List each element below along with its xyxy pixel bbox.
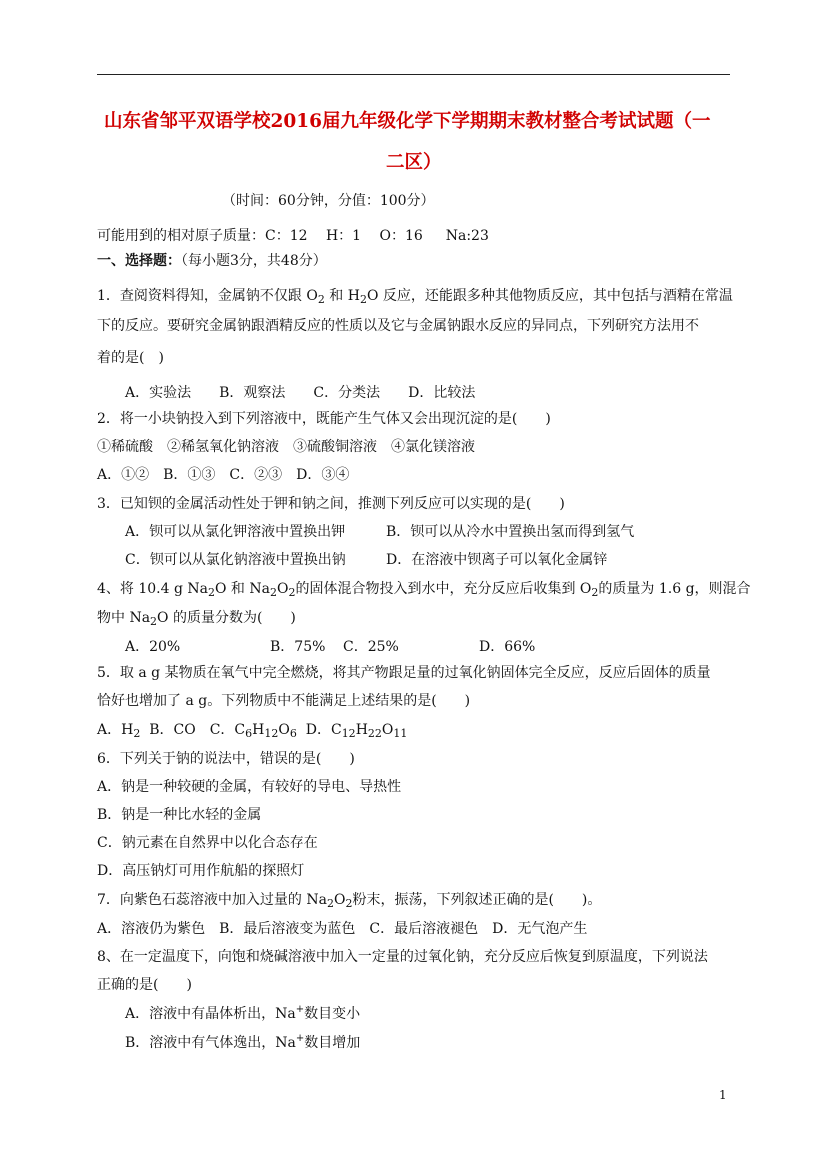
- q2-options: A．①② B．①③ C．②③ D．③④: [97, 467, 350, 483]
- q6-option-c: C．钠元素在自然界中以化合态存在: [97, 835, 318, 851]
- subscript: 2: [326, 897, 334, 910]
- q4-text-1: 4、将 10.4 g Na: [97, 581, 208, 597]
- q3-option-d: D．在溶液中钡离子可以氧化金属锌: [386, 552, 608, 568]
- q6-option-d: D．高压钠灯可用作航船的探照灯: [97, 863, 305, 879]
- header-rule: [97, 74, 730, 75]
- q3-option-c: C．钡可以从氯化钠溶液中置换出钠: [125, 552, 346, 568]
- subscript: 22: [367, 727, 382, 740]
- q7-stem: [97, 891, 601, 910]
- subscript: 2: [150, 615, 158, 628]
- subscript: 2: [208, 586, 215, 599]
- section-heading: [97, 252, 327, 270]
- q4-text-3: O: [276, 581, 289, 597]
- q7-text-b: O: [333, 892, 346, 908]
- q6-option-a: A．钠是一种较硬的金属，有较好的导电、导热性: [97, 779, 402, 795]
- page-number: 1: [719, 1088, 727, 1102]
- q4-line2: [97, 609, 296, 628]
- q1-line1: 1．查阅资料得知，金属钠不仅跟 $O_2$ 和 $H_2O$ 反应，还能跟多种其他物质反应，其中包括与酒精在常温: [97, 288, 733, 306]
- atomic-masses: 可能用到的相对原子质量：C：12 H：1 O：16 Na:23: [97, 228, 489, 244]
- section-title: 一、选择题：: [97, 253, 181, 269]
- subscript: 2: [288, 586, 296, 599]
- q3-option-b: B．钡可以从冷水中置换出氢而得到氢气: [386, 524, 635, 540]
- q5-line1: 5．取 a g 某物质在氧气中完全燃烧，将其产物跟足量的过氧化钠固体完全反应，反应后固体的质量: [97, 665, 711, 681]
- q5-options: A．$H_2$ B．CO C．$C_6H_{12}O_6$ D．$C_{12}H_{22}O_{11}$: [97, 722, 408, 740]
- subscript: 2: [317, 293, 325, 306]
- q1-text-a: 1．查阅资料得知，金属钠不仅跟 O: [97, 288, 318, 304]
- subscript: 2: [345, 897, 353, 910]
- subscript: 12: [341, 727, 356, 740]
- section-note: （每小题3分，共48分）: [181, 253, 327, 269]
- q4-option-d: D．66%: [479, 639, 536, 655]
- q8-line2: 正确的是( ): [97, 977, 192, 993]
- q4-text-2: O 和 Na: [215, 581, 270, 597]
- subscript: 2: [591, 586, 599, 599]
- q4-line1: [97, 580, 751, 599]
- subscript: 2: [133, 727, 141, 740]
- q8-option-a: [125, 1005, 360, 1025]
- q4-option-c: C．25%: [343, 639, 399, 655]
- superscript: +: [295, 1033, 305, 1044]
- q4-text-5: 的质量为 1.6 g，则混合: [598, 581, 751, 597]
- q8-line1: 8、在一定温度下，向饱和烧碱溶液中加入一定量的过氧化钠，充分反应后恢复到原温度，下列说法: [97, 949, 708, 965]
- q4-text-7: O 的质量分数为( ): [157, 610, 296, 626]
- exam-meta: （时间：60分钟，分值：100分）: [222, 193, 435, 209]
- q1-line2: 下的反应。要研究金属钠跟酒精反应的性质以及它与金属钠跟水反应的异同点，下列研究方法用不: [97, 318, 699, 334]
- page-title-line2: 二区）: [386, 152, 442, 173]
- subscript: 12: [264, 727, 279, 740]
- q5-line2: 恰好也增加了 a g。下列物质中不能满足上述结果的是( ): [97, 693, 471, 709]
- q8-option-b-text2: 数目增加: [304, 1035, 361, 1051]
- q8-option-a-text: A．溶液中有晶体析出，Na: [125, 1006, 296, 1022]
- superscript: +: [295, 1004, 305, 1015]
- q7-text-c: 粉末，振荡，下列叙述正确的是( )。: [352, 892, 602, 908]
- q7-text-a: 7．向紫色石蕊溶液中加入过量的 Na: [97, 892, 327, 908]
- subscript: 6: [245, 727, 253, 740]
- q5-option-bc: B．CO C．C: [149, 722, 246, 738]
- q1-options: A．实验法 B．观察法 C．分类法 D．比较法: [125, 385, 476, 401]
- page-title-line1: 山东省邹平双语学校2016届九年级化学下学期期末教材整合考试试题（一: [104, 111, 711, 132]
- subscript: 11: [393, 727, 408, 740]
- q6-option-b: B．钠是一种比水轻的金属: [97, 807, 262, 823]
- q1-text-b: 和: [329, 288, 344, 304]
- q2-items: ①稀硫酸 ②稀氢氧化钠溶液 ③硫酸铜溶液 ④氯化镁溶液: [97, 439, 475, 455]
- q7-options: A．溶液仍为紫色 B．最后溶液变为蓝色 C．最后溶液褪色 D．无气泡产生: [97, 921, 588, 937]
- q1-line3: 着的是( ): [97, 350, 164, 366]
- subscript: 6: [289, 727, 297, 740]
- q8-option-b: [125, 1034, 360, 1054]
- q8-option-b-text: B．溶液中有气体逸出，Na: [125, 1035, 296, 1051]
- q8-option-a-text2: 数目变小: [304, 1006, 361, 1022]
- subscript: 2: [269, 586, 277, 599]
- subscript: 2: [359, 293, 367, 306]
- q1-text-c: O 反应，还能跟多种其他物质反应，其中包括与酒精在常温: [366, 288, 733, 304]
- q4-option-a: A．20%: [125, 639, 181, 655]
- q3-option-a: A．钡可以从氯化钾溶液中置换出钾: [125, 524, 346, 540]
- q5-option-d: D．C: [305, 722, 342, 738]
- q4-text-6: 物中 Na: [97, 610, 151, 626]
- q4-text-4: 的固体混合物投入到水中，充分反应后收集到 O: [295, 581, 592, 597]
- q3-stem: 3．已知钡的金属活动性处于钾和钠之间，推测下列反应可以实现的是( ): [97, 496, 565, 512]
- q4-option-b: B．75%: [270, 639, 326, 655]
- q6-stem: 6．下列关于钠的说法中，错误的是( ): [97, 751, 355, 767]
- q2-stem: 2．将一小块钠投入到下列溶液中，既能产生气体又会出现沉淀的是( ): [97, 411, 551, 427]
- q5-option-a: A．H: [97, 722, 134, 738]
